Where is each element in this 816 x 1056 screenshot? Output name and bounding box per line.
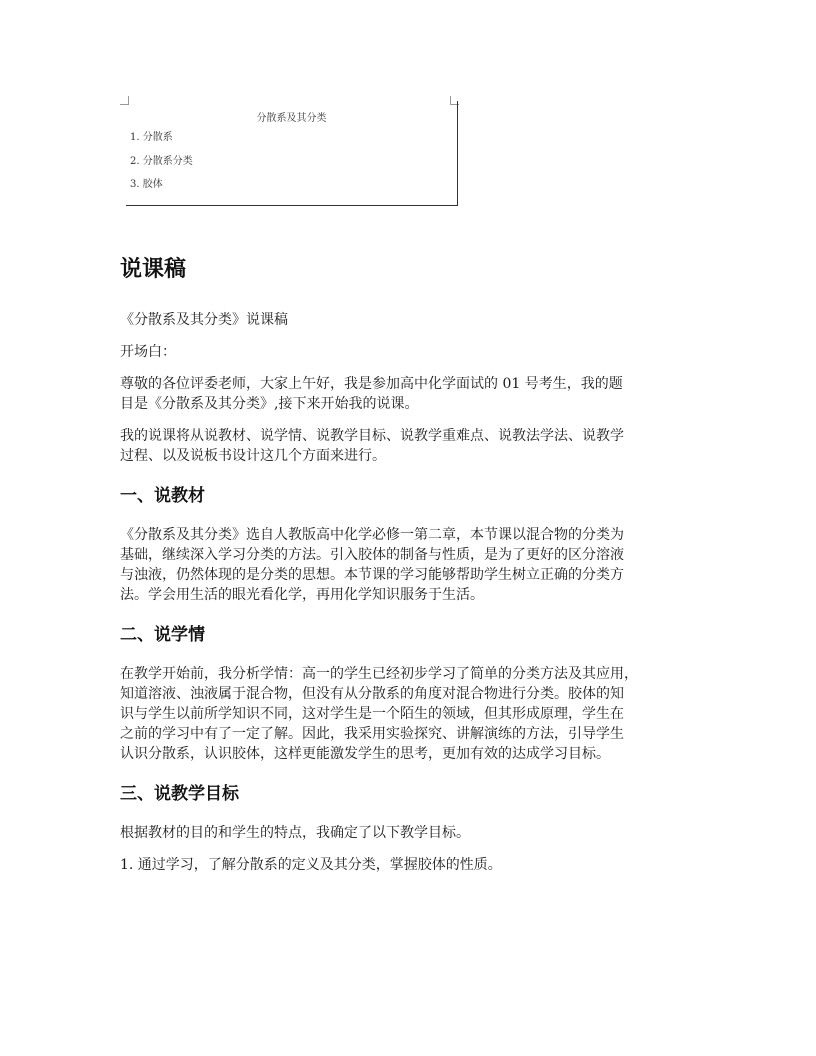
- outline-item: 2. 分散系分类: [130, 155, 193, 167]
- opening-paragraph: [120, 374, 700, 414]
- objective-item: [120, 855, 700, 875]
- document-title: 说课稿: [120, 257, 187, 282]
- outline-title: 分散系及其分类: [256, 113, 327, 124]
- section-heading-students: 二、说学情: [120, 625, 205, 645]
- plan-paragraph: [120, 426, 700, 466]
- section-paragraph-students: [120, 664, 700, 764]
- outline-list: [130, 131, 193, 202]
- text-line: 在教学开始前，我分析学情：高一的学生已经初步学习了简单的分类方法及其应用，: [120, 666, 638, 682]
- section-heading-textbook: 一、说教材: [120, 486, 205, 506]
- outline-item: 1. 分散系: [130, 132, 173, 143]
- text-line: 尊敬的各位评委老师，大家上午好，我是参加高中化学面试的 01 号考生，我的题: [120, 376, 623, 392]
- section-paragraph-textbook: [120, 525, 700, 605]
- opening-label: 开场白：: [120, 344, 176, 360]
- outline-box: [126, 101, 458, 206]
- outline-item: 3. 胶体: [130, 179, 163, 190]
- text-line: 1. 通过学习，了解分散系的定义及其分类，掌握胶体的性质。: [120, 857, 502, 873]
- section-heading-objectives: 三、说教学目标: [120, 784, 239, 804]
- text-line: 知道溶液、浊液属于混合物，但没有从分散系的角度对混合物进行分类。胶体的知: [120, 686, 624, 702]
- text-line: 与浊液，仍然体现的是分类的思想。本节课的学习能够帮助学生树立正确的分类方: [120, 567, 624, 583]
- document-body: [120, 255, 700, 887]
- document-subtitle: 《分散系及其分类》说课稿: [120, 312, 288, 328]
- text-line: 识与学生以前所学知识不同，这对学生是一个陌生的领域，但其形成原理，学生在: [120, 706, 624, 722]
- text-line: 我的说课将从说教材、说学情、说教学目标、说教学重难点、说教法学法、说教学: [120, 428, 624, 444]
- text-line: 《分散系及其分类》选自人教版高中化学必修一第二章，本节课以混合物的分类为: [120, 527, 624, 543]
- text-line: 过程、以及说板书设计这几个方面来进行。: [120, 448, 386, 464]
- text-line: 根据教材的目的和学生的特点，我确定了以下教学目标。: [120, 825, 470, 841]
- text-line: 基础，继续深入学习分类的方法。引入胶体的制备与性质，是为了更好的区分溶液: [120, 547, 624, 563]
- text-line: 之前的学习中有了一定了解。因此，我采用实验探究、讲解演练的方法，引导学生: [120, 726, 624, 742]
- text-line: 认识分散系，认识胶体，这样更能激发学生的思考，更加有效的达成学习目标。: [120, 746, 610, 762]
- text-line: 目是《分散系及其分类》,接下来开始我的说课。: [120, 396, 419, 412]
- text-line: 法。学会用生活的眼光看化学，再用化学知识服务于生活。: [120, 587, 484, 603]
- section-paragraph-objectives: [120, 823, 700, 843]
